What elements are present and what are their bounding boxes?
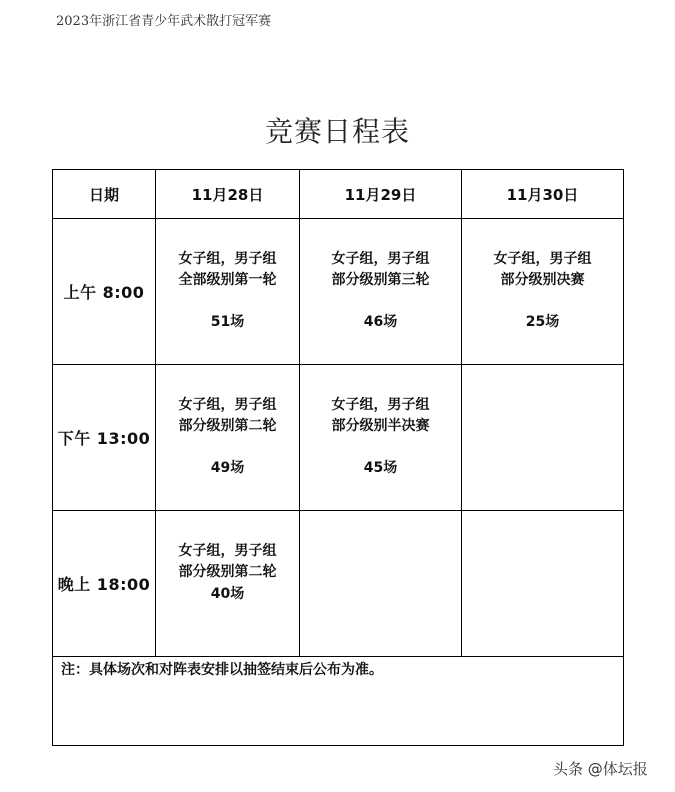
header-nov-29: 11月29日 — [300, 170, 462, 219]
table-note-row — [53, 657, 624, 746]
slot-round: 部分级别第三轮 — [331, 272, 430, 288]
header-date: 日期 — [53, 170, 156, 219]
page-title: 竞赛日程表 — [264, 115, 410, 148]
slot-round: 部分级别决赛 — [500, 272, 585, 288]
watermark: 头条 @体坛报 — [553, 760, 648, 778]
slot-count: 51场 — [210, 314, 245, 330]
table-row-evening — [53, 511, 624, 657]
slot-count: 45场 — [363, 460, 398, 476]
slot-count: 25场 — [525, 314, 560, 330]
time-evening: 晚上 18:00 — [53, 511, 156, 657]
slot-groups: 女子组，男子组 — [178, 251, 277, 267]
slot-round: 部分级别半决赛 — [331, 418, 430, 434]
slot-groups: 女子组，男子组 — [493, 251, 592, 267]
slot-nov29-evening-empty — [300, 511, 462, 657]
slot-count: 49场 — [210, 460, 245, 476]
slot-nov29-morning — [300, 219, 462, 365]
slot-round: 部分级别第二轮 — [178, 418, 277, 434]
slot-groups: 女子组，男子组 — [178, 543, 277, 559]
schedule-table — [52, 169, 624, 746]
table-row-afternoon — [53, 365, 624, 511]
slot-count: 46场 — [363, 314, 398, 330]
time-morning: 上午 8:00 — [53, 219, 156, 365]
document-header: 2023年浙江省青少年武术散打冠军赛 — [56, 14, 272, 29]
slot-count: 40场 — [210, 586, 245, 602]
slot-nov28-afternoon — [156, 365, 300, 511]
slot-nov30-afternoon-empty — [462, 365, 624, 511]
slot-groups: 女子组，男子组 — [178, 397, 277, 413]
slot-nov30-evening-empty — [462, 511, 624, 657]
slot-round: 全部级别第一轮 — [178, 272, 277, 288]
slot-groups: 女子组，男子组 — [331, 397, 430, 413]
slot-nov28-evening — [156, 511, 300, 657]
slot-nov28-morning — [156, 219, 300, 365]
table-header-row — [53, 170, 624, 219]
header-nov-30: 11月30日 — [462, 170, 624, 219]
table-row-morning — [53, 219, 624, 365]
header-nov-28: 11月28日 — [156, 170, 300, 219]
slot-nov29-afternoon — [300, 365, 462, 511]
schedule-note: 注：具体场次和对阵表安排以抽签结束后公布为准。 — [53, 657, 624, 746]
slot-groups: 女子组，男子组 — [331, 251, 430, 267]
time-afternoon: 下午 13:00 — [53, 365, 156, 511]
slot-nov30-morning — [462, 219, 624, 365]
slot-round: 部分级别第二轮 — [178, 564, 277, 580]
